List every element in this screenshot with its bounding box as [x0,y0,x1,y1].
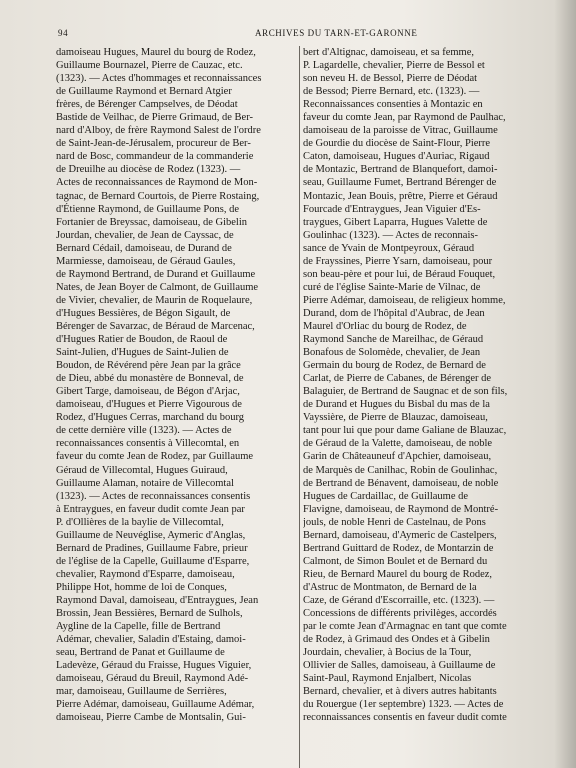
running-title: ARCHIVES DU TARN-ET-GARONNE [255,28,418,38]
text-line: Actes de reconnaissances de Raymond de Mon- [56,177,258,189]
text-line: par le comte Jean d'Armagnac en tant que comte [303,621,507,633]
text-line: de Gourdie du diocèse de Saint-Flour, Pierre [303,138,491,150]
page-edge-shadow [554,0,576,768]
text-line: damoiseau, d'Hugues et Pierre Vigourous de [56,399,242,411]
text-line: frères, de Bérenger Campselves, de Déodat [56,99,238,111]
text-line: damoiseau Hugues, Maurel du bourg de Rodez, [56,47,256,58]
text-line: à Entraygues, en faveur dudit comte Jean par [56,503,245,515]
text-line: Jourdan, chevalier, de Jean de Cayssac, de [56,229,234,241]
text-line: de Raymond Bertrand, de Durand et Guillaume [56,268,256,280]
text-line: Bernard Cédail, damoiseau, de Durand de [56,242,232,254]
text-line: de Marquès de Canilhac, Robin de Goulinhac, [303,464,498,476]
left-text-column [56,46,295,768]
text-line: Bernard de Pradines, Guillaume Fabre, prieur [56,542,248,554]
text-line: de cette dernière ville (1323). — Actes de [56,425,232,437]
text-line: Saint-Julien, d'Hugues de Saint-Julien de [56,347,229,359]
text-line: Brossin, Jean Bessières, Bernard de Sulhols, [56,608,243,620]
text-line: Montazic, Jean Bouis, prêtre, Pierre et Géraud [303,190,498,202]
text-line: Philippe Hot, homme de loi de Conques, [56,581,227,593]
text-line: Balaguier, de Bertrand de Saugnac et de son fils, [303,386,508,398]
text-line: de Frayssines, Pierre Ysarn, damoiseau, pour [303,255,493,267]
text-line: Boudon, de Révérend père Jean par la grâce [56,360,241,372]
page-header [0,28,576,42]
text-line: Ladevèze, Géraud du Fraisse, Hugues Viguier, [56,660,252,672]
text-line: de Montazic, Bertrand de Blanquefort, damoi- [303,164,498,176]
text-line: Bérenger de Savarzac, de Béraud de Marcenac, [56,320,255,332]
text-line: chevalier, Raymond d'Esparre, damoiseau, [56,568,235,580]
text-line: son beau-père et pour lui, de Béraud Fouquet, [303,268,496,280]
column-divider [299,46,300,768]
text-line: Reconnaissances consenties à Montazic en [303,99,483,111]
text-line: Raymond Sanche de Mareilhac, de Géraud [303,334,484,346]
text-line: Marmiesse, damoiseau, de Géraud Gaules, [56,255,236,267]
text-line: Hugues de Cardaillac, de Guillaume de [303,490,469,502]
text-line: son neveu H. de Bessol, Pierre de Déodat [303,73,478,85]
text-line: nard de Bosc, commandeur de la commanderie [56,151,254,163]
text-line: mar, damoiseau, Guillaume de Serrières, [56,686,227,698]
text-line: Rodez, d'Hugues Cerras, marchand du bourg [56,412,245,424]
text-line: Bernard, damoiseau, d'Aymeric de Castelpers, [303,529,497,541]
text-line: Adémar, chevalier, Saladin d'Estaing, damoi- [56,634,246,646]
right-text-column [303,46,535,768]
text-line: de Bessod; Pierre Bernard, etc. (1323). — [303,86,480,98]
text-line: d'Astruc de Montmaton, de Bernard de la [303,581,477,593]
text-line: sance de Yvain de Montpeyroux, Géraud [303,242,475,254]
text-line: Bernard, chevalier, et à divers autres habitants [303,686,497,698]
text-line: d'Étienne Raymond, de Guillaume Pons, de [56,203,239,215]
text-line: Géraud de Villecomtal, Hugues Guiraud, [56,464,228,476]
text-line: Guillaume de Neuvéglise, Aymeric d'Anglas, [56,529,246,541]
text-line: damoiseau de la paroisse de Vitrac, Guillaume [303,125,498,137]
text-line: Ollivier de Salles, damoiseau, à Guillaume de [303,660,496,672]
text-line: jouls, de noble Henri de Castelnau, de Pons [303,516,486,528]
text-line: Caze, de Gérand d'Escorraille, etc. (1323). — [303,594,495,606]
text-line: d'Hugues Ratier de Boudon, de Raoul de [56,334,228,346]
text-line: Nates, de Jean Boyer de Calmont, de Guillaume [56,281,259,293]
text-line: Guillaume Bournazel, Pierre de Cauzac, etc. [56,60,243,72]
text-line: Saint-Paul, Raymond Enjalbert, Nicolas [303,673,472,685]
text-line: bert d'Altignac, damoiseau, et sa femme, [303,47,474,58]
text-line: Concessions de différents privilèges, accordés [303,608,497,620]
text-line: Gibert Targe, damoiseau, de Bégon d'Arjac, [56,386,240,398]
text-line: Goulinhac (1323). — Actes de reconnais- [303,229,478,241]
text-line: Rieu, de Bernard Maurel du bourg de Rodez, [303,568,493,580]
text-line: Calmont, de Simon Boulet et de Bernard du [303,555,488,567]
text-line: de Vivier, chevalier, de Maurin de Roquelaure, [56,294,253,306]
text-line: Bertrand Guittard de Rodez, de Montarzin de [303,542,494,554]
text-line: tagnac, de Bernard Courtois, de Pierre Rostaing, [56,190,260,202]
text-line: P. Lagardelle, chevalier, Pierre de Bessol et [303,60,485,72]
text-line: Jourdain, chevalier, à Bocius de la Tour, [303,647,472,659]
text-line: Bonafous de Solomède, chevalier, de Jean [303,347,481,359]
text-line: Pierre Adémar, damoiseau, Guillaume Adémar, [56,699,255,711]
text-line: seau, Bertrand de Panat et Guillaume de [56,647,225,659]
text-line: curé de l'église Sainte-Marie de Vilnac, de [303,281,481,293]
text-line: de Durand et Hugues du Bisbal du mas de la [303,399,490,411]
text-line: (1323). — Actes de reconnaissances consentis [56,490,251,502]
text-line: tant pour lui que pour dame Galiane de Blauzac, [303,425,507,437]
text-line: Caton, damoiseau, Hugues d'Auriac, Rigaud [303,151,490,163]
text-line: traygues, Gibert Laparra, Hugues Valette de [303,216,488,228]
text-line: Raymond Daval, damoiseau, d'Entraygues, Jean [56,594,259,606]
text-line: Fourcade d'Entraygues, Jean Viguier d'Es- [303,203,481,215]
text-line: d'Hugues Bessières, de Bégon Sigault, de [56,307,231,319]
text-line: du Rouergue (1er septembre) 1323. — Actes de [303,699,504,711]
text-line: Maurel d'Orliac du bourg de Rodez, de [303,320,467,332]
text-line: Carlat, de Pierre de Cabanes, de Bérenger de [303,373,492,385]
text-line: seau, Guillaume Fumet, Bertrand Bérenger de [303,177,497,189]
text-line: de Dieu, abbé du monastère de Bonneval, de [56,373,244,385]
text-line: damoiseau, Pierre Cambe de Montsalin, Gui- [56,712,246,724]
text-line: de l'église de la Capelle, Guillaume d'Esparre, [56,555,250,567]
text-line: Aygline de la Capelle, fille de Bertrand [56,621,221,633]
text-line: Bastide de Veilhac, de Pierre Grimaud, de Ber- [56,112,253,124]
text-line: Germain du bourg de Rodez, de Bernard de [303,360,486,372]
text-line: (1323). — Actes d'hommages et reconnaissances [56,73,262,85]
text-line: Guillaume Alaman, notaire de Villecomtal [56,477,234,489]
text-line: de Rodez, à Grimaud des Ondes et à Gibelin [303,634,490,646]
text-line: Vayssière, de Pierre de Blauzac, damoiseau, [303,412,488,424]
text-line: Fortanier de Breyssac, damoiseau, de Gibelin [56,216,247,228]
text-line: Garin de Châteauneuf d'Apchier, damoiseau, [303,451,492,463]
text-line: reconnaissances consentis à Villecomtal, en [56,438,240,450]
text-line: P. d'Ollières de la baylie de Villecomtal, [56,516,224,528]
text-line: de Guillaume Raymond et Bernard Atgier [56,86,232,98]
text-line: de Saint-Jean-de-Jérusalem, procureur de Ber- [56,138,251,150]
text-line: faveur du comte Jean de Rodez, par Guillaume [56,451,254,463]
text-line: Durand, dom de l'hôpital d'Aubrac, de Jean [303,307,485,319]
text-line: faveur du comte Jean, par Raymond de Paulhac, [303,112,506,124]
text-line: Flavigne, damoiseau, de Raymond de Montré- [303,503,499,515]
page-number: 94 [58,28,69,38]
text-line: de Bertrand de Bénavent, damoiseau, de noble [303,477,499,489]
text-line: nard d'Alboy, de frère Raymond Salest de l'ordre [56,125,261,137]
text-line: de Dreuilhe au diocèse de Rodez (1323). — [56,164,241,176]
text-line: damoiseau, Géraud du Breuil, Raymond Adé- [56,673,249,685]
text-line: Pierre Adémar, damoiseau, de religieux homme, [303,294,506,306]
text-line: de Géraud de la Valette, damoiseau, de noble [303,438,493,450]
text-line: reconnaissances consentis en faveur dudit comte [303,712,507,724]
